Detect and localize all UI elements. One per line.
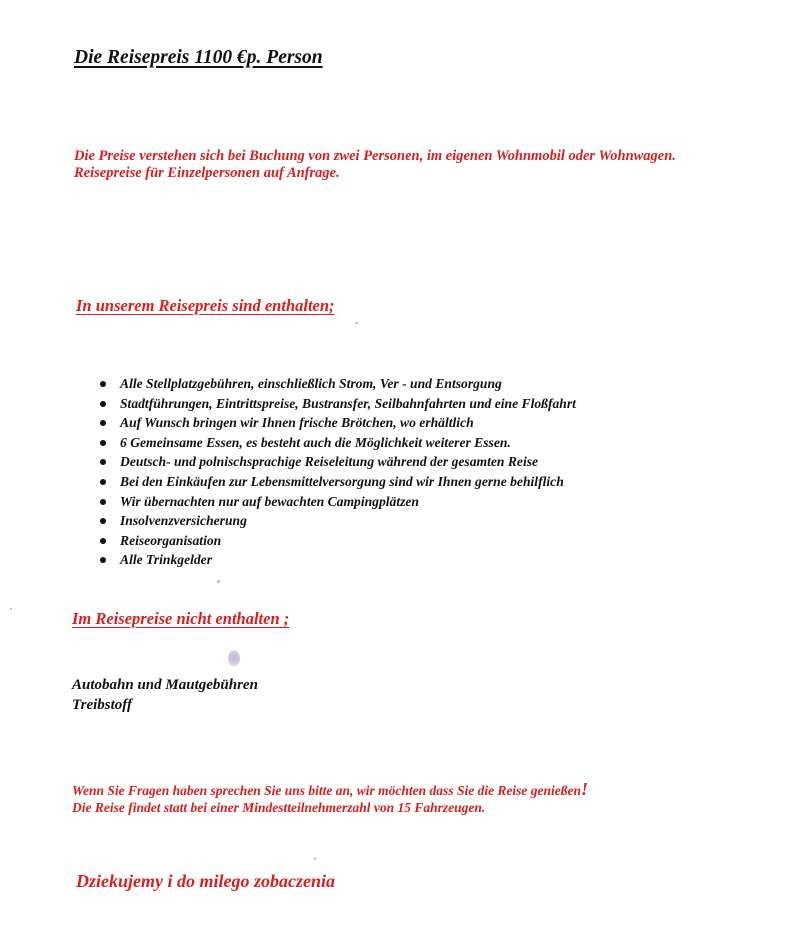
list-item	[100, 394, 576, 414]
scan-speck	[10, 608, 12, 610]
list-item-text: Stadtführungen, Eintrittspreise, Bustransfer, Seilbahnfahrten und eine Floßfahrt	[120, 395, 576, 411]
list-item	[100, 452, 576, 472]
list-item	[100, 550, 576, 570]
list-item-text: Auf Wunsch bringen wir Ihnen frische Brötchen, wo erhältlich	[120, 415, 474, 431]
bullet-icon	[100, 381, 106, 387]
closing-notes	[72, 781, 588, 816]
list-item	[100, 472, 576, 492]
list-item-text: Wir übernachten nur auf bewachten Campingplätzen	[120, 493, 419, 509]
bullet-icon	[100, 440, 106, 446]
closing-line-text: Wenn Sie Fragen haben sprechen Sie uns bitte an, wir möchten dass Sie die Reise genießen	[72, 783, 582, 798]
farewell-text: Dziekujemy i do milego zobaczenia	[76, 871, 335, 891]
list-item-text: Alle Trinkgelder	[120, 552, 213, 568]
closing-line: Die Reise findet statt bei einer Mindestteilnehmerzahl von 15 Fahrzeugen.	[72, 800, 486, 815]
list-item	[100, 413, 576, 433]
bullet-icon	[100, 538, 106, 544]
closing-line	[72, 781, 588, 799]
page-title: Die Reisepreis 1100 €p. Person	[74, 47, 323, 68]
bullet-icon	[100, 420, 106, 426]
price-terms-paragraph: Die Preise verstehen sich bei Buchung von zwei Personen, im eigenen Wohnmobil oder Wohnwagen. Reisepreise für Einzelpersonen auf Anfrage.	[74, 148, 676, 181]
excluded-item: Autobahn und Mautgebühren	[72, 677, 258, 693]
list-item-text: 6 Gemeinsame Essen, es besteht auch die Möglichkeit weiterer Essen.	[120, 434, 511, 450]
list-item-text: Bei den Einkäufen zur Lebensmittelversorgung sind wir Ihnen gerne behilflich	[120, 473, 564, 489]
scan-speck	[314, 857, 316, 860]
list-item-text: Insolvenzversicherung	[120, 513, 247, 529]
bullet-icon	[100, 499, 106, 505]
excluded-heading: Im Reisepreise nicht enthalten ;	[72, 609, 290, 628]
bullet-icon	[100, 479, 106, 485]
list-item	[100, 374, 576, 394]
list-item-text: Reiseorganisation	[120, 532, 222, 548]
included-list	[100, 374, 576, 570]
list-item-text: Deutsch- und polnischsprachige Reiseleitung während der gesamten Reise	[120, 454, 539, 470]
bullet-icon	[100, 401, 106, 407]
scan-speck	[355, 322, 358, 324]
list-item	[100, 511, 576, 531]
bullet-icon	[100, 459, 106, 465]
list-item	[100, 433, 576, 453]
ink-blot-mark	[228, 650, 240, 667]
list-item-text: Alle Stellplatzgebühren, einschließlich Strom, Ver - und Entsorgung	[120, 376, 502, 391]
list-item	[100, 531, 576, 551]
included-heading: In unserem Reisepreis sind enthalten;	[76, 296, 335, 315]
bullet-icon	[100, 518, 106, 524]
list-item	[100, 492, 576, 512]
exclamation-mark: !	[581, 779, 589, 799]
scan-speck	[217, 580, 220, 583]
excluded-item: Treibstoff	[72, 697, 132, 713]
bullet-icon	[100, 557, 106, 563]
excluded-list	[72, 675, 258, 715]
